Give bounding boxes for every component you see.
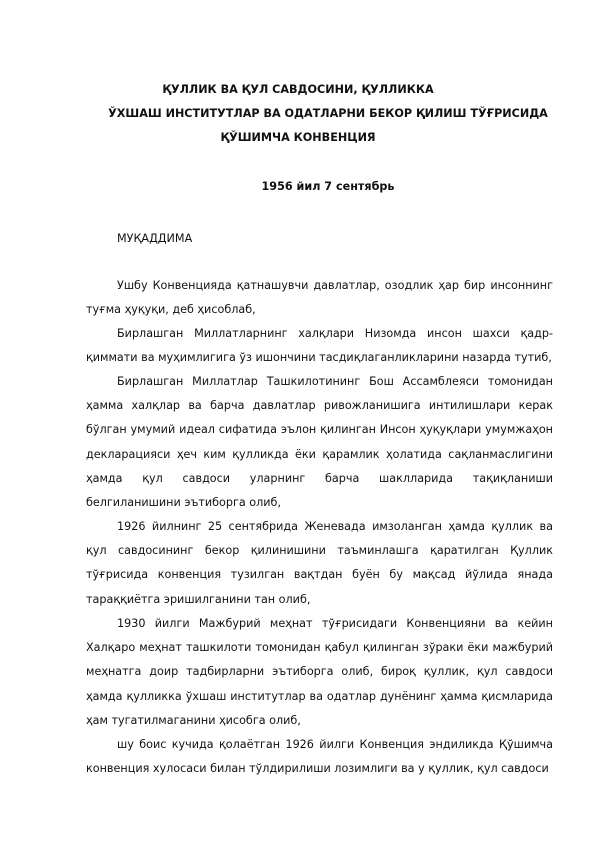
paragraph: 1926 йилнинг 25 сентябрида Женевада имзоланган ҳамда қуллик ва қул савдосининг бекор қилинишини таъминлашга қаратилган Қуллик тўғрисида конвенция тузилган вақтдан буён бу мақсад йўлида янада тараққиётга эришилганини тан олиб, <box>86 520 553 606</box>
paragraph: Бирлашган Миллатларнинг халқлари Низомда инсон шахси қадр-қиммати ва муҳимлигига ўз ишончини тасдиқлаганликларини назарда тутиб, <box>86 327 553 365</box>
section-heading: МУҚАДДИМА <box>117 232 193 245</box>
document-title-line-2: ЎХШАШ ИНСТИТУТЛАР ВА ОДАТЛАРНИ БЕКОР ҚИЛИШ ТЎҒРИСИДА <box>108 107 548 120</box>
document-date: 1956 йил 7 сентябрь <box>261 180 395 193</box>
paragraph: Ушбу Конвенцияда қатнашувчи давлатлар, озодлик ҳар бир инсоннинг туғма ҳуқуқи, деб ҳисоблаб, <box>86 279 553 317</box>
paragraph: 1930 йилги Мажбурий меҳнат тўғрисидаги Конвенцияни ва кейин Халқаро меҳнат ташкилоти томонидан қабул қилинган зўраки ёки мажбурий меҳнатга доир тадбирларни эътиборга олиб, бироқ қуллик, қул савдоси ҳамда қулликка ўхшаш институтлар ва одатлар дунёнинг ҳамма қисмларида ҳам тугатилмаганини ҳисобга олиб, <box>86 617 553 727</box>
paragraph: шу боис кучида қолаётган 1926 йилги Конвенция эндиликда Қўшимча конвенция хулосаси билан тўлдирилиши лозимлиги ва у қуллик, қул савдоси <box>86 738 553 776</box>
document-title-line-1: ҚУЛЛИК ВА ҚУЛ САВДОСИНИ, ҚУЛЛИККА <box>162 83 434 96</box>
paragraph: Бирлашган Миллатлар Ташкилотининг Бош Ассамблеяси томонидан ҳамма халқлар ва барча давлатлар ривожланишига интилишлари керак бўлган умумий идеал сифатида эълон қилинган Инсон ҳуқуқлари умумжаҳон декларацияси ҳеч ким қулликда ёки қарамлик ҳолатида сақланмаслигини ҳамда қул савдоси уларнинг барча шаклларида тақиқланиши белгиланишини эътиборга олиб, <box>86 375 553 510</box>
document-title-line-3: ҚЎШИМЧА КОНВЕНЦИЯ <box>220 131 376 144</box>
